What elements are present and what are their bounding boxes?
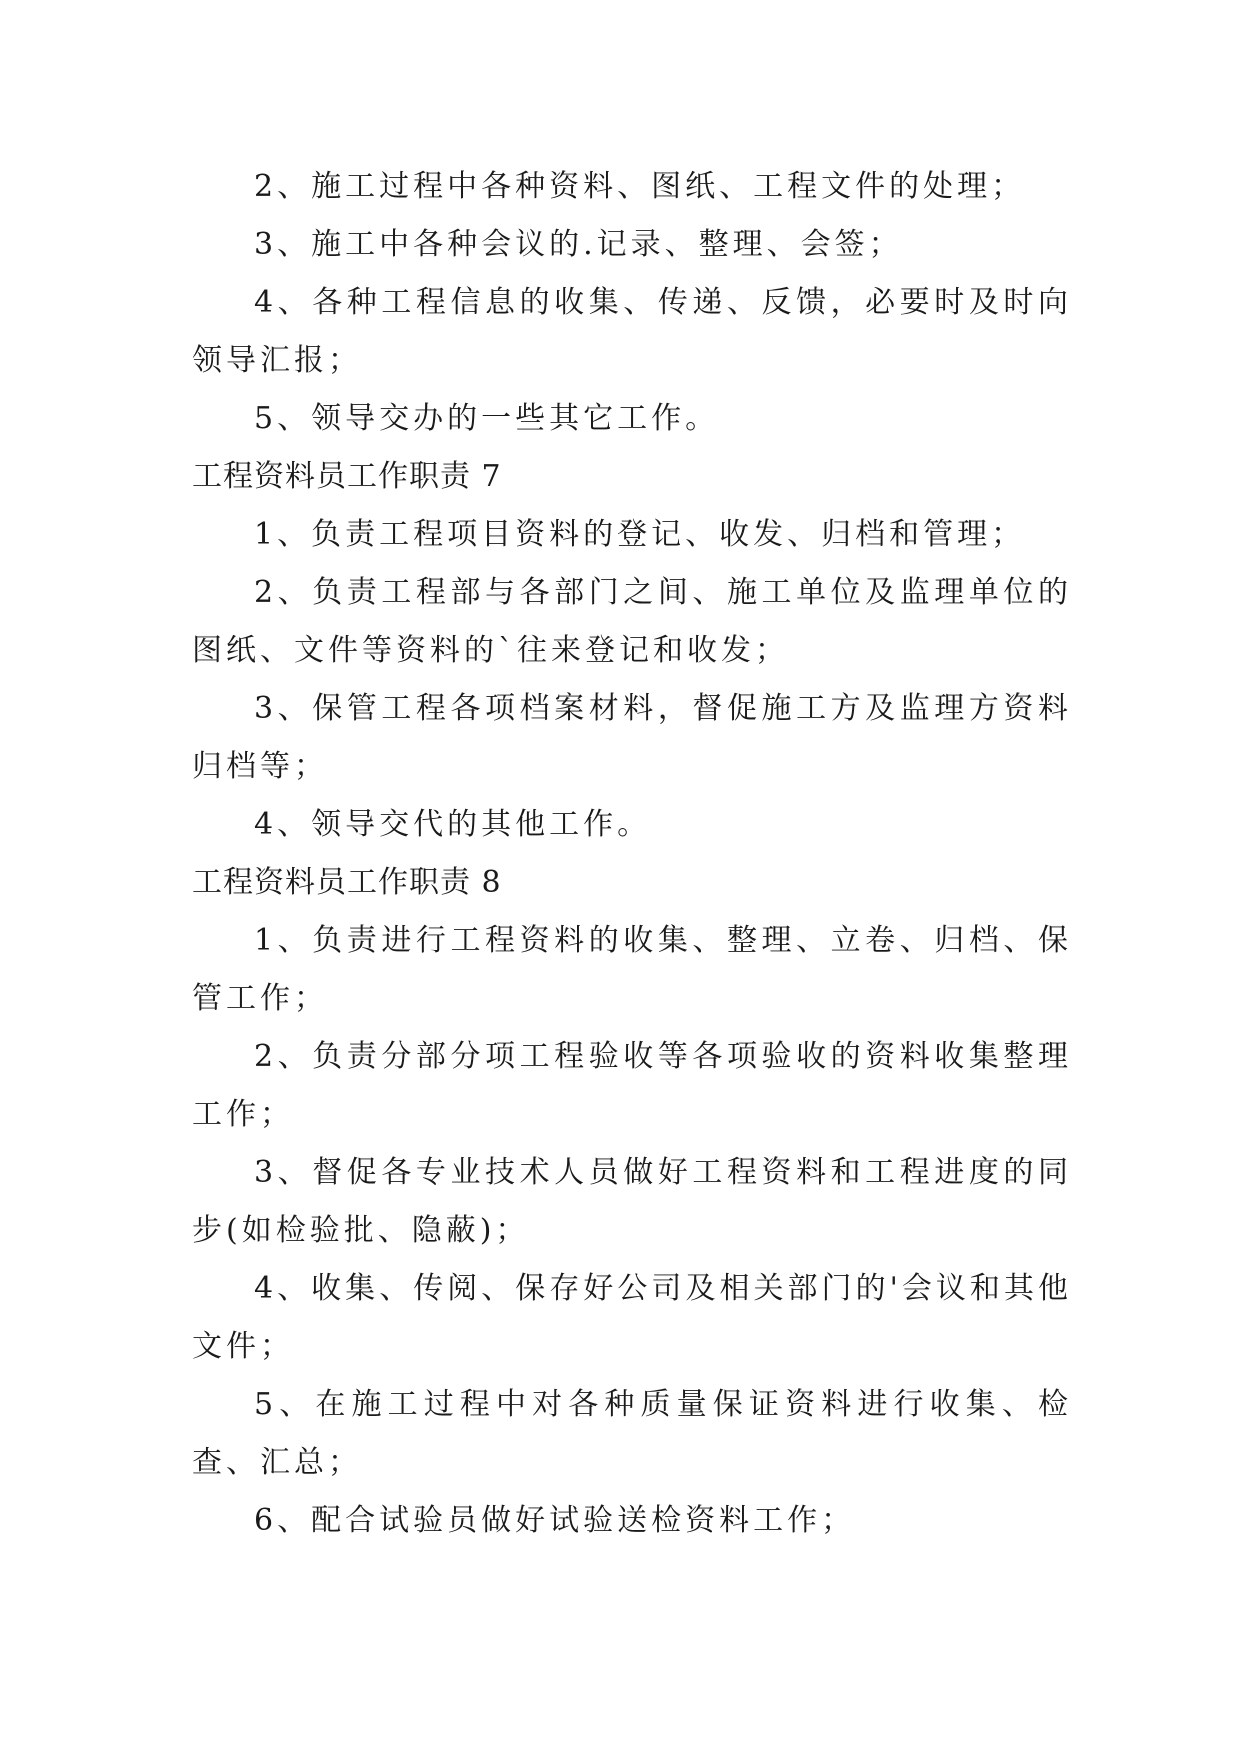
section-heading: 工程资料员工作职责 8	[192, 865, 502, 900]
list-item: 1、负责进行工程资料的收集、整理、立卷、归档、保管工作；	[192, 923, 1072, 1016]
list-item: 1、负责工程项目资料的登记、收发、归档和管理；	[254, 517, 1026, 552]
list-item: 4、各种工程信息的收集、传递、反馈，必要时及时向领导汇报；	[192, 285, 1072, 378]
list-item: 5、领导交办的一些其它工作。	[254, 401, 720, 436]
section-heading: 工程资料员工作职责 7	[192, 459, 502, 494]
list-item: 4、领导交代的其他工作。	[254, 807, 652, 842]
document-body	[192, 158, 1072, 1550]
list-item: 2、负责分部分项工程验收等各项验收的资料收集整理工作；	[192, 1039, 1072, 1132]
list-item: 5、在施工过程中对各种质量保证资料进行收集、检查、汇总；	[192, 1387, 1072, 1480]
list-item: 3、督促各专业技术人员做好工程资料和工程进度的同步(如检验批、隐蔽)；	[192, 1155, 1072, 1248]
list-item: 3、施工中各种会议的.记录、整理、会签；	[254, 227, 903, 262]
list-item: 2、施工过程中各种资料、图纸、工程文件的处理；	[254, 169, 1026, 204]
list-item: 2、负责工程部与各部门之间、施工单位及监理单位的图纸、文件等资料的`往来登记和收发；	[192, 575, 1072, 668]
list-item: 3、保管工程各项档案材料，督促施工方及监理方资料归档等；	[192, 691, 1072, 784]
list-item: 4、收集、传阅、保存好公司及相关部门的'会议和其他文件；	[192, 1271, 1072, 1364]
list-item: 6、配合试验员做好试验送检资料工作；	[254, 1503, 856, 1538]
